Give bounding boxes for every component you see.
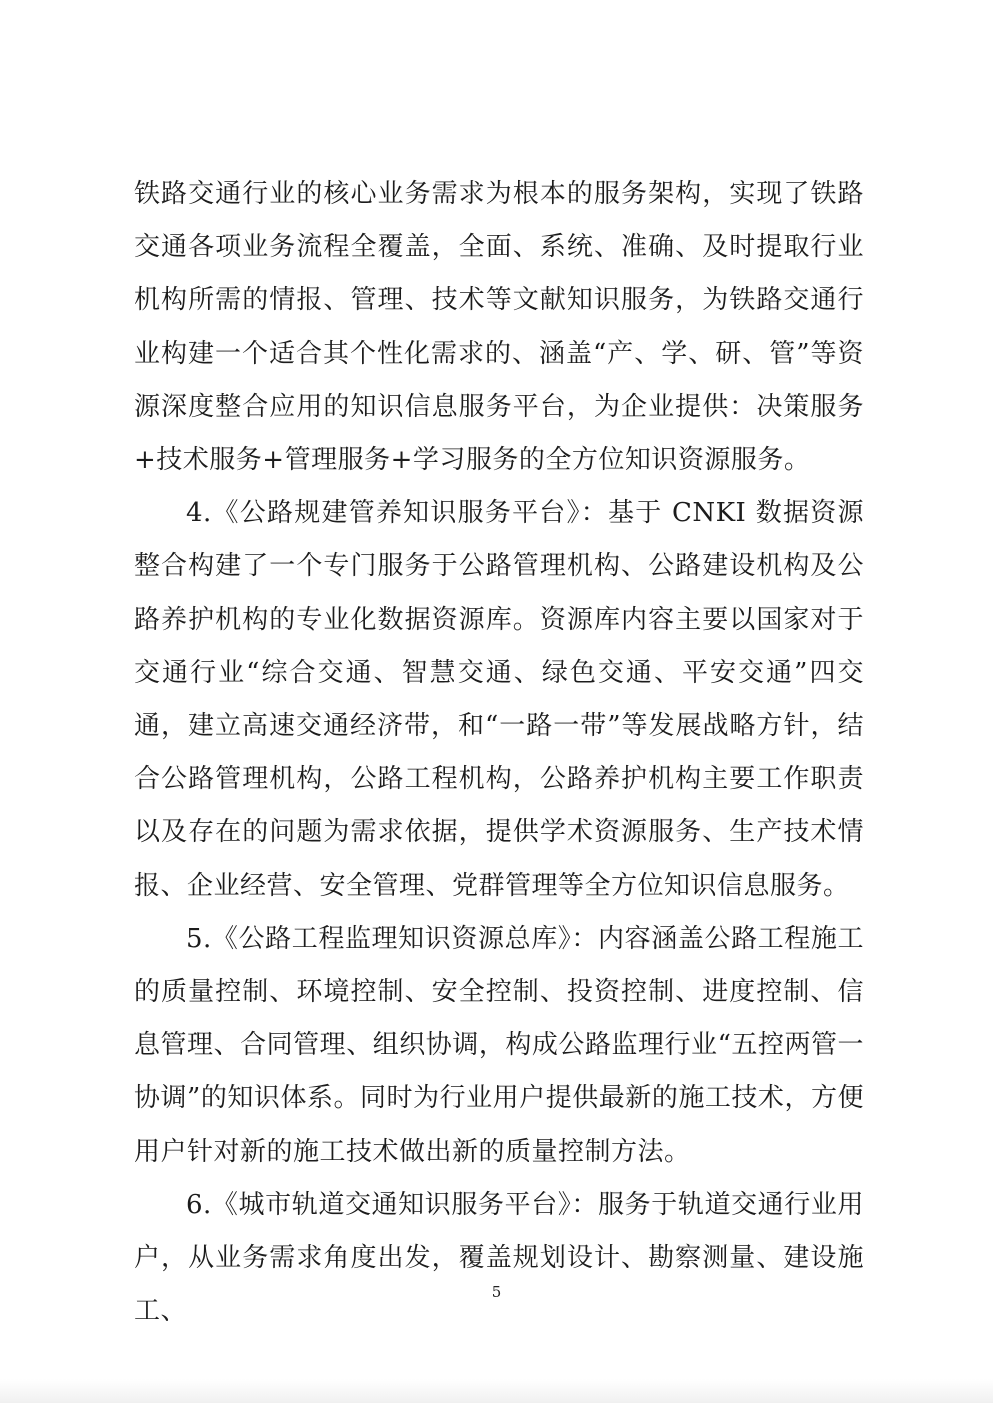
body-text <box>134 168 864 1338</box>
paragraph-highway-platform: 4.《公路规建管养知识服务平台》：基于 CNKI 数据资源整合构建了一个专门服务于公路管理机构、公路建设机构及公路养护机构的专业化数据资源库。资源库内容主要以国家对于交通行业“综合交通、智慧交通、绿色交通、平安交通”四交通，建立高速交通经济带，和“一路一带”等发展战略方针，结合公路管理机构，公路工程机构，公路养护机构主要工作职责以及存在的问题为需求依据，提供学术资源服务、生产技术情报、企业经营、安全管理、党群管理等全方位知识信息服务。 <box>134 498 864 901</box>
paragraph-railway-continuation: 铁路交通行业的核心业务需求为根本的服务架构，实现了铁路交通各项业务流程全覆盖，全面、系统、准确、及时提取行业机构所需的情报、管理、技术等文献知识服务，为铁路交通行业构建一个适合其个性化需求的、涵盖“产、学、研、管”等资源深度整合应用的知识信息服务平台，为企业提供：决策服务+技术服务+管理服务+学习服务的全方位知识资源服务。 <box>134 179 864 476</box>
paragraph-highway-supervision: 5.《公路工程监理知识资源总库》：内容涵盖公路工程施工的质量控制、环境控制、安全控制、投资控制、进度控制、信息管理、合同管理、组织协调，构成公路监理行业“五控两管一协调”的知识体系。同时为行业用户提供最新的施工技术，方便用户针对新的施工技术做出新的质量控制方法。 <box>134 923 864 1167</box>
paragraph-urban-rail: 6.《城市轨道交通知识服务平台》：服务于轨道交通行业用户，从业务需求角度出发，覆盖规划设计、勘察测量、建设施工、 <box>134 1189 864 1327</box>
scan-shadow <box>0 1379 993 1403</box>
page-number: 5 <box>491 1283 502 1301</box>
